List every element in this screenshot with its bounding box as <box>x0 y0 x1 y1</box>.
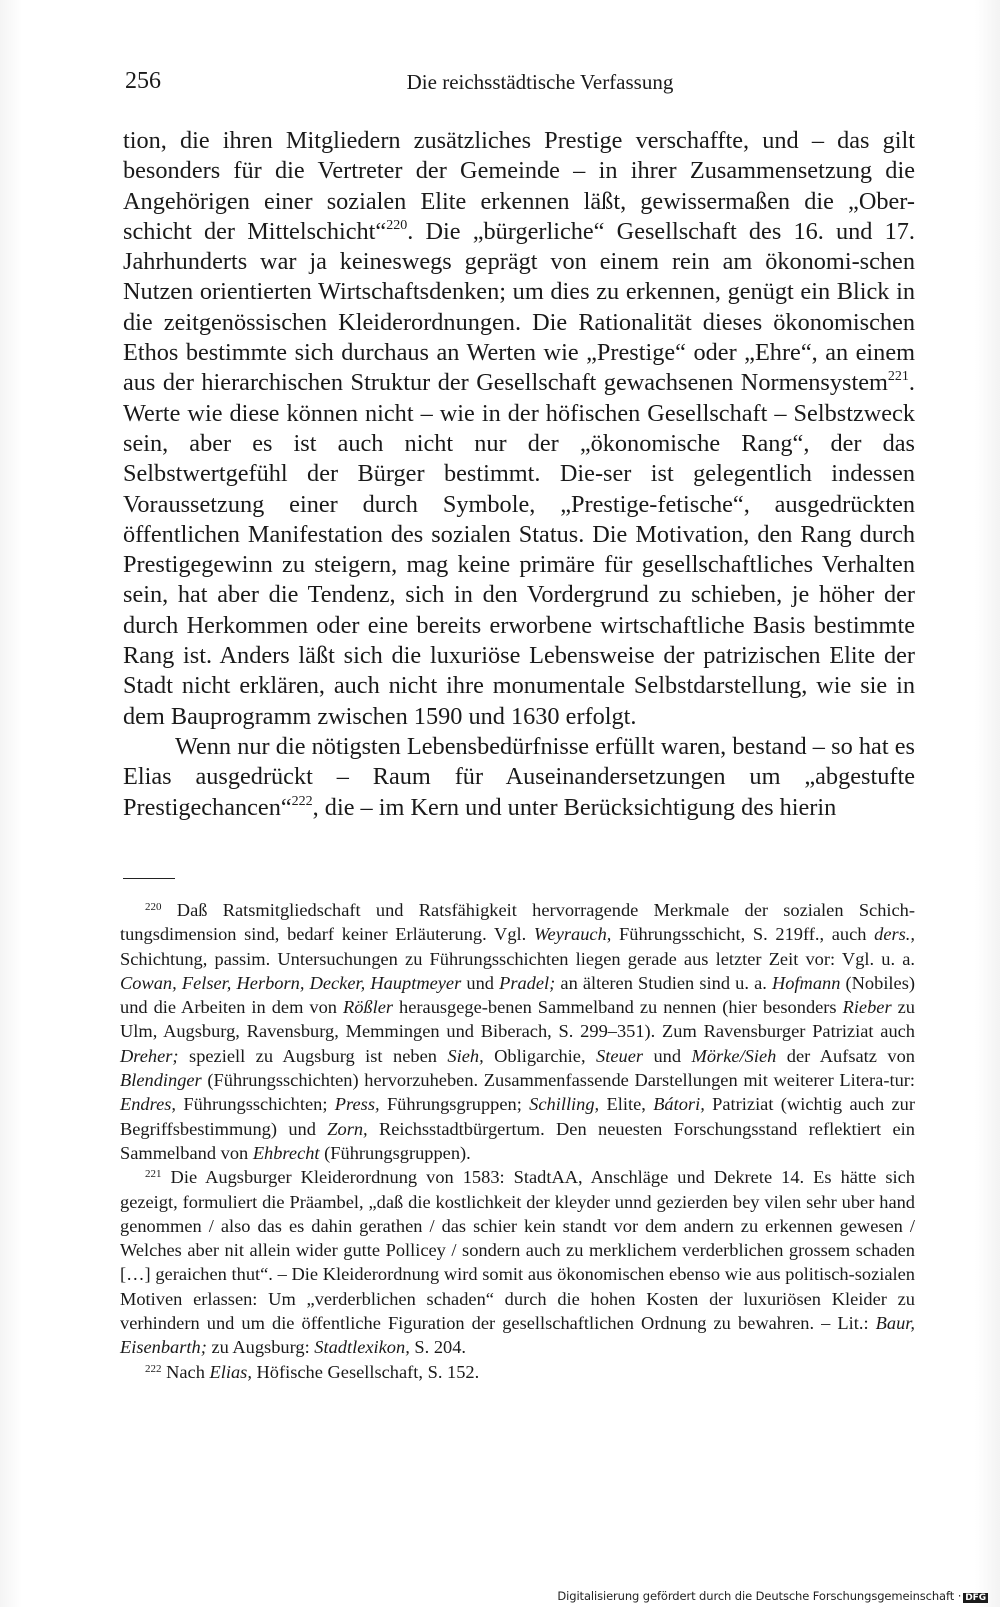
footnote-ref: 221 <box>887 369 909 385</box>
footnote-ref: 220 <box>386 217 408 233</box>
running-head: Die reichsstädtische Verfassung <box>406 70 674 94</box>
main-text <box>123 126 915 823</box>
footnote-separator <box>123 878 175 879</box>
footnotes <box>120 898 915 1384</box>
page-header <box>125 68 915 98</box>
footnote-number: 221 <box>145 1168 162 1181</box>
footnote-ref: 222 <box>291 793 313 809</box>
footnote-221: $^{221}$ Die Augsburger Kleiderordnung von 1583: StadtAA, Anschläge und Dekrete 14. Es hätte sich gezeigt, formuliert die Präambel, „daß die kostlichkeit der kleyder unnd gezierden bey vilen sehr uber hand genommen / also das es dahin gerathen / das schier kein standt vor dem andern zu erkennen gewesen / Welches aber nit allein wider gutte Pollicey / sondern auch zu merklichem verderblichen grossem schaden […] geraichen thut“. – Die Kleiderordnung wird somit aus ökonomischen ebenso wie aus politisch-sozialen Motiven erlassen: Um „verderblichen schaden“ durch die hohen Kosten der luxuriösen Kleider zu verhindern und um die öffentliche Figuration der gesellschaftlichen Ordnung zu bewahren. – Lit.: Baur, Eisenbarth; zu Augsburg: Stadtlexikon, S. 204. <box>120 1167 915 1358</box>
paragraph: tion, die ihren Mitgliedern zusätzliches Prestige verschaffte, und – das gilt besonders für die Vertreter der Gemeinde – in ihrer Zusammensetzung die Angehörigen einer sozialen Elite erkennen läßt, gewissermaßen die „Ober-schicht der Mittelschicht“$^{220}$. Die „bürgerliche“ Gesellschaft des 16. und 17. Jahrhunderts war ja keineswegs geprägt von einem rein am ökonomi-schen Nutzen orientierten Wirtschaftsdenken; um dies zu erkennen, genügt ein Blick in die zeitgenössischen Kleiderordnungen. Die Rationalität dieses ökonomischen Ethos bestimmte sich durchaus an Werten wie „Prestige“ oder „Ehre“, an einem aus der hierarchischen Struktur der Gesellschaft gewachsenen Normensystem$^{221}$. Werte wie diese können nicht – wie in der höfischen Gesellschaft – Selbstzweck sein, aber es ist auch nicht nur der „ökonomische Rang“, der das Selbstwertgefühl der Bürger bestimmt. Die-ser ist gelegentlich indessen Voraussetzung einer durch Symbole, „Prestige-fetische“, ausgedrückten öffentlichen Manifestation des sozialen Status. Die Motivation, den Rang durch Prestigegewinn zu steigern, mag keine primäre für gesellschaftliches Verhalten sein, hat aber die Tendenz, sich in den Vordergrund zu schieben, je höher der durch Herkommen oder eine bereits erworbene wirtschaftliche Basis bestimmte Rang ist. Anders läßt sich die luxuriöse Lebensweise der patrizischen Elite der Stadt nicht erklären, auch nicht ihre monumentale Selbstdarstellung, wie sie in dem Bauprogramm zwischen 1590 und 1630 erfolgt. <box>123 127 916 730</box>
digitization-credit <box>557 1589 988 1603</box>
page-number: 256 <box>125 68 161 94</box>
footnote-number: 222 <box>145 1362 162 1375</box>
footnote-number: 220 <box>145 901 162 913</box>
dfg-logo: DFG <box>965 1593 986 1603</box>
footnote-220: $^{220}$ Daß Ratsmitgliedschaft und Ratsfähigkeit hervorragende Merkmale der sozialen Schich-tungsdimension sind, bedarf keiner Erläuterung. Vgl. Weyrauch, Führungsschicht, S. 219ff., auch ders., Schichtung, passim. Untersuchungen zu Führungsschichten liegen gerade aus letzter Zeit vor: Vgl. u. a. Cowan, Felser, Herborn, Decker, Hauptmeyer und Pradel; an älteren Studien sind u. a. Hofmann (Nobiles) und die Arbeiten in dem von Rößler herausgege-benen Sammelband zu nennen (hier besonders Rieber zu Ulm, Augsburg, Ravensburg, Memmingen und Biberach, S. 299–351). Zum Ravensburger Patriziat auch Dreher; speziell zu Augsburg ist neben Sieh, Obligarchie, Steuer und Mörke/Sieh der Aufsatz von Blendinger (Führungsschichten) hervorzuheben. Zusammenfassende Darstellungen mit weiterer Litera-tur: Endres, Führungsschichten; Press, Führungsgruppen; Schilling, Elite, Bátori, Patriziat (wichtig auch zur Begriffsbestimmung) und Zorn, Reichsstadtbürgertum. Den neuesten Forschungsstand reflektiert ein Sammelband von Ehbrecht (Führungsgruppen). <box>120 900 915 1163</box>
paragraph: Wenn nur die nötigsten Lebensbedürfnisse erfüllt waren, bestand – so hat es Elias ausgedrückt – Raum für Auseinandersetzungen um „abgestufte Prestigechancen“$^{222}$, die – im Kern und unter Berücksichtigung des hierin <box>123 732 915 821</box>
footnote-222: $^{222}$ Nach Elias, Höfische Gesellschaft, S. 152. <box>145 1361 480 1382</box>
credit-text: Digitalisierung gefördert durch die Deutsche Forschungsgemeinschaft · <box>557 1589 962 1603</box>
